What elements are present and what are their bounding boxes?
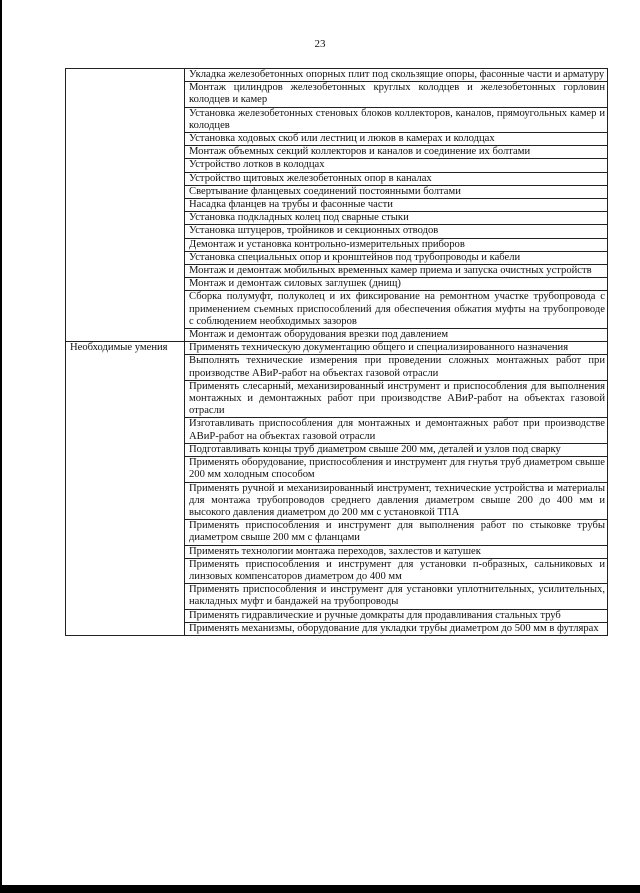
table-cell-item: Применять техническую документацию общего и специализированного назначения	[185, 342, 608, 355]
table-cell-item: Изготавливать приспособления для монтажных и демонтажных работ при производстве АВиР-работ на объектах газовой отрасли	[185, 418, 608, 443]
scan-bottom-edge	[0, 885, 640, 893]
table-cell-item: Сборка полумуфт, полуколец и их фиксирование на ремонтном участке трубопровода с применением съемных приспособлений для обеспечения обжатия муфты на трубопроводе с соблюдением необходимых зазоров	[185, 291, 608, 329]
scan-left-edge	[0, 0, 2, 893]
table-cell-item: Монтаж цилиндров железобетонных круглых колодцев и железобетонных горловин колодцев и камер	[185, 82, 608, 107]
table-cell-item: Установка ходовых скоб или лестниц и люков в камерах и колодцах	[185, 133, 608, 146]
table-cell-item: Демонтаж и установка контрольно-измерительных приборов	[185, 238, 608, 251]
section-label	[66, 69, 185, 342]
table-cell-item: Применять приспособления и инструмент для установки уплотнительных, усилительных, накладных муфт и бандажей на трубопроводы	[185, 584, 608, 609]
table-cell-item: Свертывание фланцевых соединений постоянными болтами	[185, 185, 608, 198]
table-cell-item: Подготавливать концы труб диаметром свыше 200 мм, деталей и узлов под сварку	[185, 443, 608, 456]
table-cell-item: Монтаж объемных секций коллекторов и каналов и соединение их болтами	[185, 146, 608, 159]
table-cell-item: Применять слесарный, механизированный инструмент и приспособления для выполнения монтажных и демонтажных работ при производстве АВиР-работ на объектах газовой отрасли	[185, 380, 608, 418]
table-cell-item: Установка железобетонных стеновых блоков коллекторов, каналов, прямоугольных камер и колодцев	[185, 107, 608, 132]
table-cell-item: Применять технологии монтажа переходов, захлестов и катушек	[185, 545, 608, 558]
table-cell-item: Применять приспособления и инструмент для выполнения работ по стыковке трубы диаметром свыше 200 мм с фланцами	[185, 520, 608, 545]
competency-table	[65, 68, 608, 636]
page-number: 23	[314, 38, 326, 50]
table-row	[66, 342, 608, 355]
table-cell-item: Применять оборудование, приспособления и инструмент для гнутья труб диаметром свыше 200 мм холодным способом	[185, 457, 608, 482]
table-cell-item: Насадка фланцев на трубы и фасонные части	[185, 199, 608, 212]
section-label: Необходимые умения	[66, 342, 185, 636]
table-row	[66, 69, 608, 82]
table-cell-item: Устройство лотков в колодцах	[185, 159, 608, 172]
table-cell-item: Монтаж и демонтаж мобильных временных камер приема и запуска очистных устройств	[185, 265, 608, 278]
table-cell-item: Устройство щитовых железобетонных опор в каналах	[185, 172, 608, 185]
table-cell-item: Применять механизмы, оборудование для укладки трубы диаметром до 500 мм в футлярах	[185, 622, 608, 635]
table-cell-item: Монтаж и демонтаж силовых заглушек (днищ)	[185, 278, 608, 291]
table-cell-item: Установка специальных опор и кронштейнов под трубопроводы и кабели	[185, 251, 608, 264]
table-cell-item: Установка штуцеров, тройников и секционных отводов	[185, 225, 608, 238]
table-cell-item: Применять гидравлические и ручные домкраты для продавливания стальных труб	[185, 609, 608, 622]
table-cell-item: Применять ручной и механизированный инструмент, технические устройства и материалы для монтажа трубопроводов среднего давления диаметром свыше 200 до 400 мм и высокого давления диаметром до 200 мм с установкой ТПА	[185, 482, 608, 520]
table-cell-item: Выполнять технические измерения при проведении сложных монтажных работ при производстве АВиР-работ на объектах газовой отрасли	[185, 355, 608, 380]
table-cell-item: Монтаж и демонтаж оборудования врезки под давлением	[185, 329, 608, 342]
table-cell-item: Применять приспособления и инструмент для установки п-образных, сальниковых и линзовых компенсаторов диаметром до 400 мм	[185, 558, 608, 583]
table-cell-item: Укладка железобетонных опорных плит под скользящие опоры, фасонные части и арматуру	[185, 69, 608, 82]
table-cell-item: Установка подкладных колец под сварные стыки	[185, 212, 608, 225]
